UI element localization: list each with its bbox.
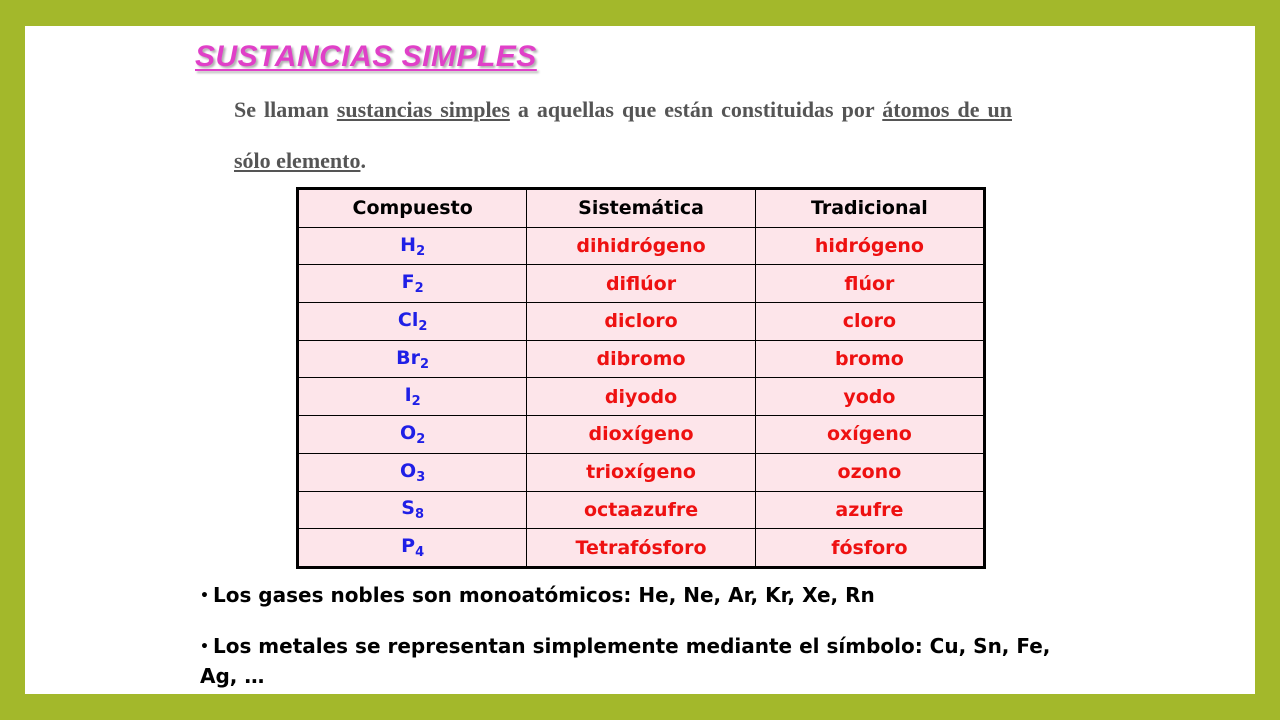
formula-symbol: O [400,459,417,482]
systematic-name: diyodo [527,378,756,416]
table-header-row [298,189,985,228]
table-body [298,227,985,567]
intro-term-sustancias-simples: sustancias simples [336,97,510,122]
formula-symbol: I [404,384,412,407]
formula-symbol: O [400,421,417,444]
table-row [298,378,985,416]
systematic-name: octaazufre [527,491,756,529]
nomenclature-table [296,187,986,569]
systematic-name: dioxígeno [527,416,756,454]
formula-subscript: 2 [414,281,424,297]
list-item [200,632,1080,691]
bullet-icon: • [200,588,209,604]
table-row [298,227,985,265]
intro-paragraph [234,84,1012,186]
systematic-name: dicloro [527,303,756,341]
formula-cell [298,265,527,303]
traditional-name: flúor [755,265,984,303]
formula-subscript: 2 [416,243,426,259]
formula-cell [298,491,527,529]
traditional-name: hidrógeno [755,227,984,265]
formula-symbol: F [401,271,415,294]
table-row [298,303,985,341]
traditional-name: yodo [755,378,984,416]
table-row [298,529,985,568]
note-noble-gases: Los gases nobles son monoatómicos: He, Ne, Ar, Kr, Xe, Rn [212,583,875,607]
formula-symbol: S [401,497,415,520]
table-row [298,491,985,529]
formula-symbol: H [400,233,417,256]
formula-subscript: 2 [416,431,426,447]
traditional-name: cloro [755,303,984,341]
table-row [298,265,985,303]
header-sistematica: Sistemática [527,189,756,228]
formula-cell [298,529,527,568]
list-item [200,581,1080,611]
systematic-name: trioxígeno [527,453,756,491]
systematic-name: dihidrógeno [527,227,756,265]
systematic-name: Tetrafósforo [527,529,756,568]
table-row [298,416,985,454]
formula-symbol: Br [396,346,421,369]
intro-text-1: Se llaman [234,97,337,122]
traditional-name: oxígeno [755,416,984,454]
traditional-name: azufre [755,491,984,529]
formula-subscript: 2 [411,394,421,410]
note-metals: Los metales se representan simplemente mediante el símbolo: Cu, Sn, Fe, Ag, … [200,634,1051,688]
formula-cell [298,453,527,491]
formula-symbol: P [401,535,416,558]
systematic-name: diflúor [527,265,756,303]
intro-term-atomos: átomos de un sólo elemento [234,97,1012,173]
nomenclature-table-wrap [296,187,986,569]
header-compuesto: Compuesto [298,189,527,228]
formula-cell [298,416,527,454]
header-tradicional: Tradicional [755,189,984,228]
notes-list [200,581,1080,691]
systematic-name: dibromo [527,340,756,378]
table-row [298,340,985,378]
formula-cell [298,303,527,341]
intro-text-3: . [360,148,366,173]
formula-subscript: 2 [420,356,430,372]
slide-title: SUSTANCIAS SIMPLES [195,40,537,73]
formula-cell [298,340,527,378]
table-row [298,453,985,491]
formula-symbol: Cl [397,308,419,331]
formula-subscript: 4 [415,545,425,561]
intro-text-2: a aquellas que están constituidas por [509,97,883,122]
formula-cell [298,378,527,416]
slide [25,26,1255,694]
traditional-name: ozono [755,453,984,491]
traditional-name: fósforo [755,529,984,568]
formula-subscript: 3 [416,469,426,485]
bullet-icon: • [200,639,209,655]
traditional-name: bromo [755,340,984,378]
formula-cell [298,227,527,265]
formula-subscript: 8 [414,507,424,523]
formula-subscript: 2 [418,318,428,334]
